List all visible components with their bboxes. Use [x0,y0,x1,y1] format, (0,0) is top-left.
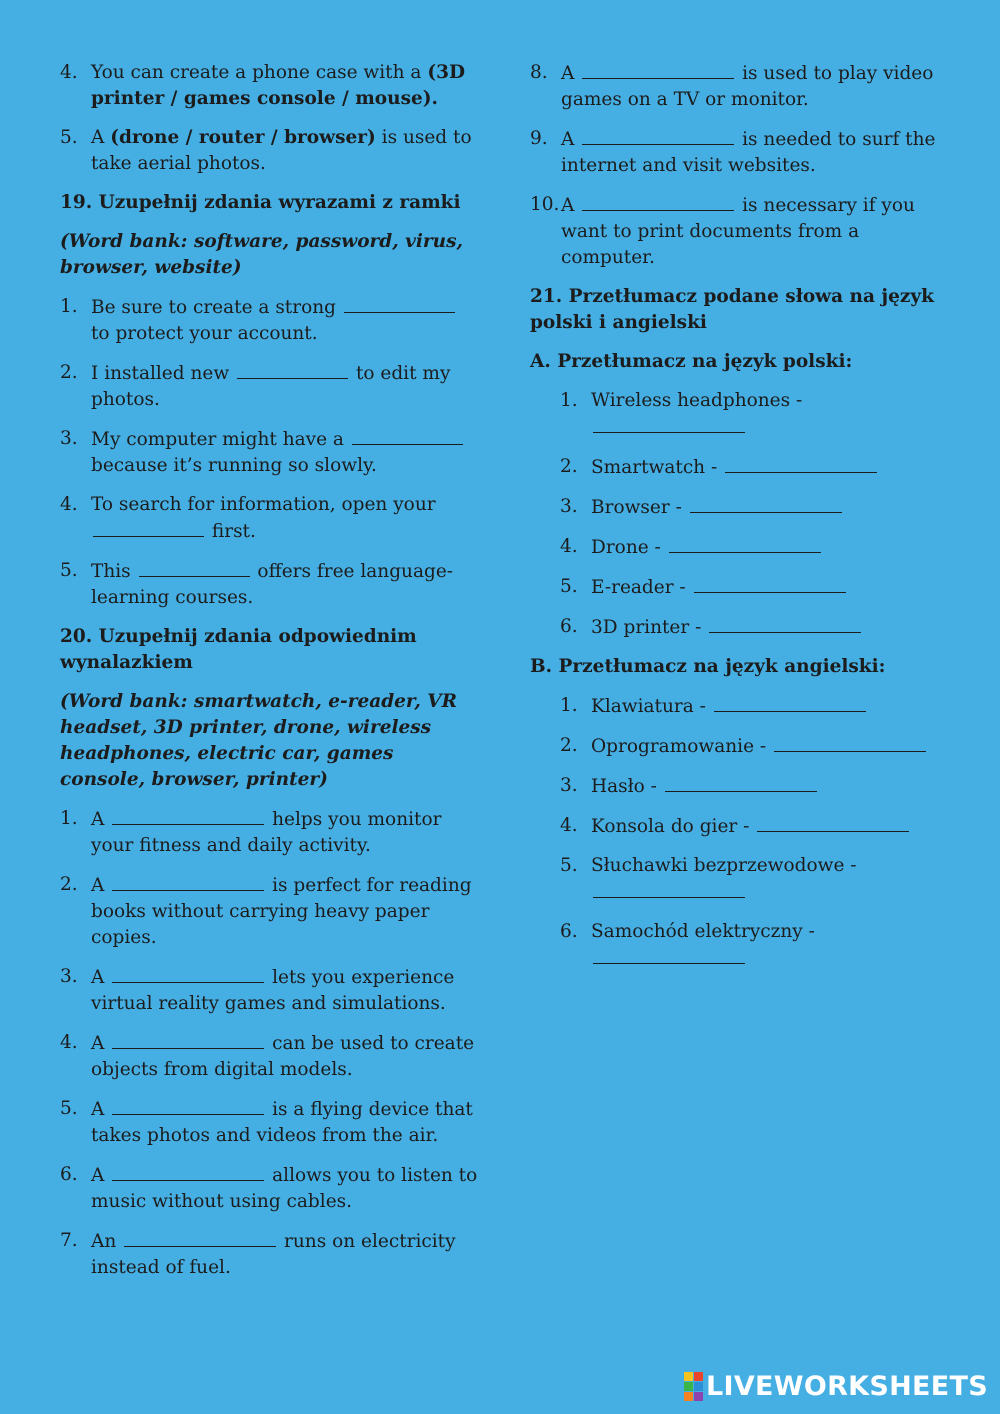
logo-mark-icon [684,1372,703,1401]
part-b-item-6: 6. Samochód elektryczny - [530,919,950,972]
answer-blank[interactable] [112,1162,264,1181]
answer-blank[interactable] [124,1228,276,1247]
answer-blank[interactable] [112,806,264,825]
answer-blank[interactable] [593,879,745,898]
left-column [60,60,480,1294]
answer-blank[interactable] [582,60,734,79]
logo-mark-square [684,1382,693,1391]
answer-blank[interactable] [694,574,846,593]
answer-blank[interactable] [714,693,866,712]
answer-blank[interactable] [344,294,455,313]
logo-mark-square [694,1382,703,1391]
part-a-title: A. Przetłumacz na język polski: [530,351,853,372]
exercise-20-continued-list [530,60,950,271]
part-a-item-4: 4. Drone - [530,534,950,561]
logo-mark-square [694,1372,703,1381]
ex20-item-4: 4. A can be used to create objects from digital models. [60,1032,475,1080]
right-column [530,60,950,985]
part-a-item-2: 2. Smartwatch - [530,454,950,481]
answer-blank[interactable] [665,773,817,792]
answer-blank[interactable] [690,494,842,513]
choice-options: (drone / router / browser) [110,127,376,148]
exercise-20-title: 20. Uzupełnij zdania odpowiednim wynalazkiem [60,626,417,673]
part-b-item-1: 1. Klawiatura - [530,693,950,720]
ex20-item-6: 6. A allows you to listen to music without using cables. [60,1164,478,1212]
answer-blank[interactable] [112,1030,264,1049]
ex19-item-4: 4. To search for information, open your first. [60,494,436,542]
exercise-18-list [60,60,480,177]
ex20-item-8: 8. A is used to play video games on a TV or monitor. [530,62,934,110]
answer-blank[interactable] [237,360,348,379]
answer-blank[interactable] [582,126,734,145]
ex20-item-3: 3. A lets you experience virtual reality games and simulations. [60,966,455,1014]
part-b-title: B. Przetłumacz na język angielski: [530,656,886,677]
answer-blank[interactable] [112,1096,264,1115]
part-b-item-2: 2. Oprogramowanie - [530,733,950,760]
liveworksheets-logo[interactable] [684,1372,988,1400]
answer-blank[interactable] [774,733,926,752]
ex20-item-7: 7. An runs on electricity instead of fuel. [60,1230,456,1278]
part-a-list [530,388,950,641]
ex20-item-10: 10. A is necessary if you want to print documents from a computer. [530,194,915,268]
ex19-item-2: 2. I installed new to edit my photos. [60,362,451,410]
answer-blank[interactable] [725,454,877,473]
logo-mark-square [684,1392,693,1401]
answer-blank[interactable] [112,964,264,983]
answer-blank[interactable] [112,872,264,891]
ex20-item-5: 5. A is a flying device that takes photos and videos from the air. [60,1098,473,1146]
part-b-item-3: 3. Hasło - [530,773,950,800]
part-a-item-6: 6. 3D printer - [530,614,950,641]
answer-blank[interactable] [593,945,745,964]
ex19-item-5: 5. This offers free language-learning courses. [60,560,454,608]
answer-blank[interactable] [139,558,250,577]
exercise-19-word-bank: (Word bank: software, password, virus, browser, website) [60,231,463,278]
item-number: 5. [60,127,78,148]
logo-mark-square [694,1392,703,1401]
part-a-item-3: 3. Browser - [530,494,950,521]
exercise-19-list [60,294,480,611]
ex20-item-1: 1. A helps you monitor your fitness and daily activity. [60,808,442,856]
answer-blank[interactable] [352,426,463,445]
answer-blank[interactable] [593,414,745,433]
ex20-item-2: 2. A is perfect for reading books without carrying heavy paper copies. [60,874,472,948]
part-b-item-4: 4. Konsola do gier - [530,813,950,840]
answer-blank[interactable] [93,518,204,537]
part-a-item-1: 1. Wireless headphones - [530,388,950,441]
answer-blank[interactable] [582,192,734,211]
part-b-item-5: 5. Słuchawki bezprzewodowe - [530,853,950,906]
ex18-item-4: 4. You can create a phone case with a (3D printer / games console / mouse). [60,62,465,109]
ex20-item-9: 9. A is needed to surf the internet and visit websites. [530,128,936,176]
answer-blank[interactable] [757,813,909,832]
exercise-21-title: 21. Przetłumacz podane słowa na język polski i angielski [530,286,934,333]
logo-text: LIVEWORKSHEETS [705,1370,988,1402]
ex19-item-3: 3. My computer might have a because it’s running so slowly. [60,426,480,479]
item-number: 4. [60,62,78,83]
ex18-item-5: 5. A (drone / router / browser) is used to take aerial photos. [60,127,472,174]
exercise-19-title: 19. Uzupełnij zdania wyrazami z ramki [60,192,461,213]
answer-blank[interactable] [669,534,821,553]
exercise-20-word-bank: (Word bank: smartwatch, e-reader, VR headset, 3D printer, drone, wireless headphones, electric car, games console, browser, printer) [60,691,457,790]
exercise-20-list [60,806,480,1281]
ex19-item-1: 1. Be sure to create a strong to protect your account. [60,294,480,347]
part-b-list [530,693,950,972]
choice-options: (3D printer / games console / mouse). [91,62,465,109]
logo-mark-square [684,1372,693,1381]
answer-blank[interactable] [709,614,861,633]
part-a-item-5: 5. E-reader - [530,574,950,601]
